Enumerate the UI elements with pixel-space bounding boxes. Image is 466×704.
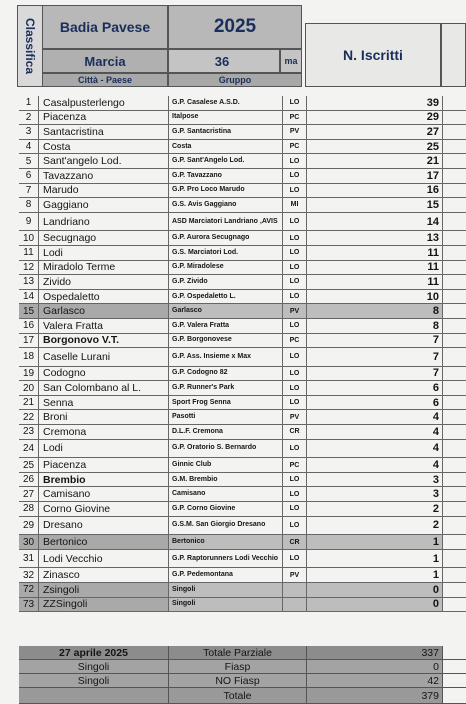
row-province: PC — [283, 140, 307, 154]
row-town: Lodi — [39, 246, 169, 260]
row-town: Piacenza — [39, 111, 169, 125]
footer-fiasp-value: 0 — [307, 660, 443, 673]
column-town-header: Città - Paese — [42, 73, 168, 87]
row-town: San Colombano al L. — [39, 381, 169, 395]
row-town: Dresano — [39, 517, 169, 535]
row-position: 20 — [19, 381, 39, 395]
row-town: Zinasco — [39, 568, 169, 582]
row-extra — [443, 334, 466, 348]
row-count: 2 — [307, 502, 443, 516]
footer-row-fiasp — [19, 660, 466, 674]
table-row — [19, 198, 466, 213]
row-position: 21 — [19, 396, 39, 410]
row-extra — [443, 550, 466, 568]
row-extra — [443, 502, 466, 516]
row-count: 1 — [307, 568, 443, 582]
row-position: 6 — [19, 169, 39, 183]
row-position: 29 — [19, 517, 39, 535]
event-type: Marcia — [42, 49, 168, 73]
row-group: G.P. Codogno 82 — [169, 367, 283, 381]
row-town: Secugnago — [39, 231, 169, 245]
row-position: 22 — [19, 410, 39, 424]
row-town: Gaggiano — [39, 198, 169, 212]
table-row — [19, 440, 466, 459]
row-town: Garlasco — [39, 304, 169, 318]
row-group: G.P. Raptorunners Lodi Vecchio — [169, 550, 283, 568]
row-position: 10 — [19, 231, 39, 245]
row-province: LO — [283, 487, 307, 501]
row-count: 0 — [307, 598, 443, 612]
table-row — [19, 473, 466, 488]
footer-nofiasp-value: 42 — [307, 674, 443, 687]
row-extra — [443, 517, 466, 535]
row-count: 17 — [307, 169, 443, 183]
row-group: G.P. Runner's Park — [169, 381, 283, 395]
footer-total-label: Totale — [169, 688, 307, 703]
table-row — [19, 184, 466, 199]
footer-fiasp-label: Fiasp — [169, 660, 307, 673]
row-count: 39 — [307, 96, 443, 110]
row-town: Senna — [39, 396, 169, 410]
column-extra-header — [441, 23, 466, 87]
row-count: 4 — [307, 425, 443, 439]
row-count: 6 — [307, 396, 443, 410]
row-province — [283, 598, 307, 612]
row-count: 1 — [307, 535, 443, 549]
row-count: 10 — [307, 290, 443, 304]
row-province: PV — [283, 410, 307, 424]
row-province: LO — [283, 213, 307, 231]
row-group: G.P. Corno Giovine — [169, 502, 283, 516]
row-count: 1 — [307, 550, 443, 568]
row-group: G.P. Casalese A.S.D. — [169, 96, 283, 110]
row-group: Singoli — [169, 598, 283, 612]
table-row — [19, 140, 466, 155]
table-row — [19, 396, 466, 411]
row-town: Codogno — [39, 367, 169, 381]
row-town: Borgonovo V.T. — [39, 334, 169, 348]
row-position: 17 — [19, 334, 39, 348]
row-position: 19 — [19, 367, 39, 381]
row-position: 7 — [19, 184, 39, 198]
row-province: LO — [283, 502, 307, 516]
table-row — [19, 598, 466, 613]
row-extra — [443, 213, 466, 231]
row-position: 27 — [19, 487, 39, 501]
row-town: Sant'angelo Lod. — [39, 154, 169, 168]
row-group: D.L.F. Cremona — [169, 425, 283, 439]
row-position: 5 — [19, 154, 39, 168]
table-row — [19, 169, 466, 184]
row-group: G.P. Pro Loco Marudo — [169, 184, 283, 198]
row-position: 16 — [19, 319, 39, 333]
row-province: LO — [283, 348, 307, 366]
row-province: LO — [283, 246, 307, 260]
row-count: 16 — [307, 184, 443, 198]
row-province: CR — [283, 535, 307, 549]
row-town: Corno Giovine — [39, 502, 169, 516]
row-group: G.P. Sant'Angelo Lod. — [169, 154, 283, 168]
row-extra — [443, 290, 466, 304]
row-position: 26 — [19, 473, 39, 487]
row-position: 31 — [19, 550, 39, 568]
footer-total-blank — [19, 688, 169, 703]
row-town: Landriano — [39, 213, 169, 231]
row-extra — [443, 568, 466, 582]
row-position: 14 — [19, 290, 39, 304]
row-position: 4 — [19, 140, 39, 154]
table-row — [19, 261, 466, 276]
row-town: Ospedaletto — [39, 290, 169, 304]
row-count: 8 — [307, 319, 443, 333]
table-row — [19, 458, 466, 473]
row-position: 73 — [19, 598, 39, 612]
row-group: G.P. Borgonovese — [169, 334, 283, 348]
row-extra — [443, 396, 466, 410]
row-extra — [443, 140, 466, 154]
table-row — [19, 290, 466, 305]
row-extra — [443, 425, 466, 439]
row-count: 4 — [307, 410, 443, 424]
table-row — [19, 367, 466, 382]
table-row — [19, 487, 466, 502]
row-position: 9 — [19, 213, 39, 231]
table-row — [19, 334, 466, 349]
row-count: 29 — [307, 111, 443, 125]
table-row — [19, 125, 466, 140]
row-count: 11 — [307, 261, 443, 275]
row-count: 4 — [307, 440, 443, 458]
row-group: G.S. Marciatori Lod. — [169, 246, 283, 260]
row-province: LO — [283, 396, 307, 410]
row-group: G.P. Tavazzano — [169, 169, 283, 183]
column-count-header: N. Iscritti — [305, 23, 441, 87]
row-town: Lodi Vecchio — [39, 550, 169, 568]
row-province: LO — [283, 517, 307, 535]
row-group: G.P. Oratorio S. Bernardo — [169, 440, 283, 458]
row-count: 11 — [307, 246, 443, 260]
row-extra — [443, 458, 466, 472]
totals-footer — [19, 646, 466, 704]
table-row — [19, 410, 466, 425]
row-extra — [443, 487, 466, 501]
row-position: 23 — [19, 425, 39, 439]
row-province: LO — [283, 261, 307, 275]
row-province: LO — [283, 275, 307, 289]
row-count: 7 — [307, 367, 443, 381]
row-position: 3 — [19, 125, 39, 139]
row-extra — [443, 381, 466, 395]
row-count: 15 — [307, 198, 443, 212]
row-count: 0 — [307, 583, 443, 597]
row-province: PV — [283, 304, 307, 318]
row-group: Ginnic Club — [169, 458, 283, 472]
row-group: G.P. Ospedaletto L. — [169, 290, 283, 304]
registration-sheet — [17, 5, 466, 700]
row-count: 27 — [307, 125, 443, 139]
row-extra — [443, 111, 466, 125]
row-extra — [443, 275, 466, 289]
row-count: 6 — [307, 381, 443, 395]
row-extra — [443, 440, 466, 458]
row-position: 8 — [19, 198, 39, 212]
row-count: 3 — [307, 473, 443, 487]
row-province: LO — [283, 231, 307, 245]
row-extra — [443, 367, 466, 381]
row-count: 7 — [307, 348, 443, 366]
row-town: Valera Fratta — [39, 319, 169, 333]
row-position: 32 — [19, 568, 39, 582]
row-position: 13 — [19, 275, 39, 289]
footer-row-nofiasp — [19, 674, 466, 688]
row-count: 13 — [307, 231, 443, 245]
event-place: Badia Pavese — [42, 5, 168, 49]
row-group: G.P. Zivido — [169, 275, 283, 289]
row-extra — [443, 598, 466, 612]
row-province: LO — [283, 367, 307, 381]
row-town: Costa — [39, 140, 169, 154]
row-town: Zsingoli — [39, 583, 169, 597]
row-town: Camisano — [39, 487, 169, 501]
row-province — [283, 583, 307, 597]
row-town: Cremona — [39, 425, 169, 439]
row-position: 72 — [19, 583, 39, 597]
footer-row-total — [19, 688, 466, 704]
row-position: 12 — [19, 261, 39, 275]
row-position: 1 — [19, 96, 39, 110]
table-row — [19, 348, 466, 367]
row-group: Garlasco — [169, 304, 283, 318]
sheet-header — [17, 5, 466, 88]
table-row — [19, 568, 466, 583]
row-count: 3 — [307, 487, 443, 501]
table-row — [19, 425, 466, 440]
row-province: LO — [283, 550, 307, 568]
row-extra — [443, 198, 466, 212]
row-count: 14 — [307, 213, 443, 231]
row-extra — [443, 348, 466, 366]
row-count: 8 — [307, 304, 443, 318]
row-group: Sport Frog Senna — [169, 396, 283, 410]
row-count: 7 — [307, 334, 443, 348]
row-town: Brembio — [39, 473, 169, 487]
row-extra — [443, 535, 466, 549]
row-extra — [443, 154, 466, 168]
row-group: G.P. Pedemontana — [169, 568, 283, 582]
event-km-unit: ma — [280, 49, 302, 73]
row-extra — [443, 231, 466, 245]
row-province: CR — [283, 425, 307, 439]
event-year: 2025 — [168, 5, 302, 49]
table-row — [19, 583, 466, 598]
row-count: 2 — [307, 517, 443, 535]
row-group: Singoli — [169, 583, 283, 597]
row-province: LO — [283, 290, 307, 304]
row-group: G.M. Brembio — [169, 473, 283, 487]
row-position: 15 — [19, 304, 39, 318]
row-extra — [443, 96, 466, 110]
row-extra — [443, 304, 466, 318]
table-row — [19, 154, 466, 169]
classifica-label: Classifica — [17, 5, 43, 87]
table-row — [19, 246, 466, 261]
table-row — [19, 381, 466, 396]
row-province: PC — [283, 458, 307, 472]
row-position: 11 — [19, 246, 39, 260]
row-position: 25 — [19, 458, 39, 472]
row-extra — [443, 583, 466, 597]
footer-total-value: 379 — [307, 688, 443, 703]
row-province: PC — [283, 334, 307, 348]
row-group: G.P. Ass. Insieme x Max — [169, 348, 283, 366]
table-row — [19, 517, 466, 536]
row-province: LO — [283, 473, 307, 487]
row-position: 24 — [19, 440, 39, 458]
row-group: G.S. Avis Gaggiano — [169, 198, 283, 212]
table-row — [19, 535, 466, 550]
row-group: Italpose — [169, 111, 283, 125]
event-km: 36 — [168, 49, 280, 73]
row-town: Caselle Lurani — [39, 348, 169, 366]
row-group: Bertonico — [169, 535, 283, 549]
table-row — [19, 304, 466, 319]
row-town: Piacenza — [39, 458, 169, 472]
row-group: G.P. Santacristina — [169, 125, 283, 139]
row-group: G.P. Aurora Secugnago — [169, 231, 283, 245]
row-town: Miradolo Terme — [39, 261, 169, 275]
footer-singoli2-label: Singoli — [19, 674, 169, 687]
footer-partial-value: 337 — [307, 646, 443, 659]
table-row — [19, 213, 466, 232]
row-province: LO — [283, 96, 307, 110]
table-row — [19, 319, 466, 334]
table-row — [19, 96, 466, 111]
row-extra — [443, 184, 466, 198]
row-extra — [443, 125, 466, 139]
row-position: 28 — [19, 502, 39, 516]
row-extra — [443, 319, 466, 333]
table-row — [19, 502, 466, 517]
table-row — [19, 231, 466, 246]
row-position: 18 — [19, 348, 39, 366]
footer-nofiasp-label: NO Fiasp — [169, 674, 307, 687]
row-town: Tavazzano — [39, 169, 169, 183]
row-province: PV — [283, 568, 307, 582]
row-extra — [443, 246, 466, 260]
row-extra — [443, 169, 466, 183]
row-extra — [443, 473, 466, 487]
row-extra — [443, 410, 466, 424]
footer-date: 27 aprile 2025 — [19, 646, 169, 659]
row-town: Casalpusterlengo — [39, 96, 169, 110]
row-position: 2 — [19, 111, 39, 125]
ranking-table — [19, 96, 466, 612]
table-row — [19, 550, 466, 569]
row-town: Broni — [39, 410, 169, 424]
row-province: MI — [283, 198, 307, 212]
row-province: LO — [283, 154, 307, 168]
row-province: LO — [283, 440, 307, 458]
row-town: Santacristina — [39, 125, 169, 139]
row-count: 21 — [307, 154, 443, 168]
row-extra — [443, 261, 466, 275]
footer-row-partial — [19, 646, 466, 660]
row-group: G.P. Miradolese — [169, 261, 283, 275]
table-row — [19, 275, 466, 290]
row-group: Pasotti — [169, 410, 283, 424]
row-group: Camisano — [169, 487, 283, 501]
row-position: 30 — [19, 535, 39, 549]
footer-singoli-label: Singoli — [19, 660, 169, 673]
row-province: LO — [283, 184, 307, 198]
row-province: LO — [283, 381, 307, 395]
row-province: LO — [283, 319, 307, 333]
row-town: Zivido — [39, 275, 169, 289]
column-group-header: Gruppo — [168, 73, 302, 87]
row-count: 4 — [307, 458, 443, 472]
table-row — [19, 111, 466, 126]
row-group: G.S.M. San Giorgio Dresano — [169, 517, 283, 535]
row-town: ZZSingoli — [39, 598, 169, 612]
row-town: Lodi — [39, 440, 169, 458]
row-province: PC — [283, 111, 307, 125]
row-group: ASD Marciatori Landriano ,AVIS — [169, 213, 283, 231]
footer-partial-label: Totale Parziale — [169, 646, 307, 659]
row-count: 11 — [307, 275, 443, 289]
row-count: 25 — [307, 140, 443, 154]
row-province: PV — [283, 125, 307, 139]
row-town: Bertonico — [39, 535, 169, 549]
row-province: LO — [283, 169, 307, 183]
row-group: G.P. Valera Fratta — [169, 319, 283, 333]
row-town: Marudo — [39, 184, 169, 198]
row-group: Costa — [169, 140, 283, 154]
